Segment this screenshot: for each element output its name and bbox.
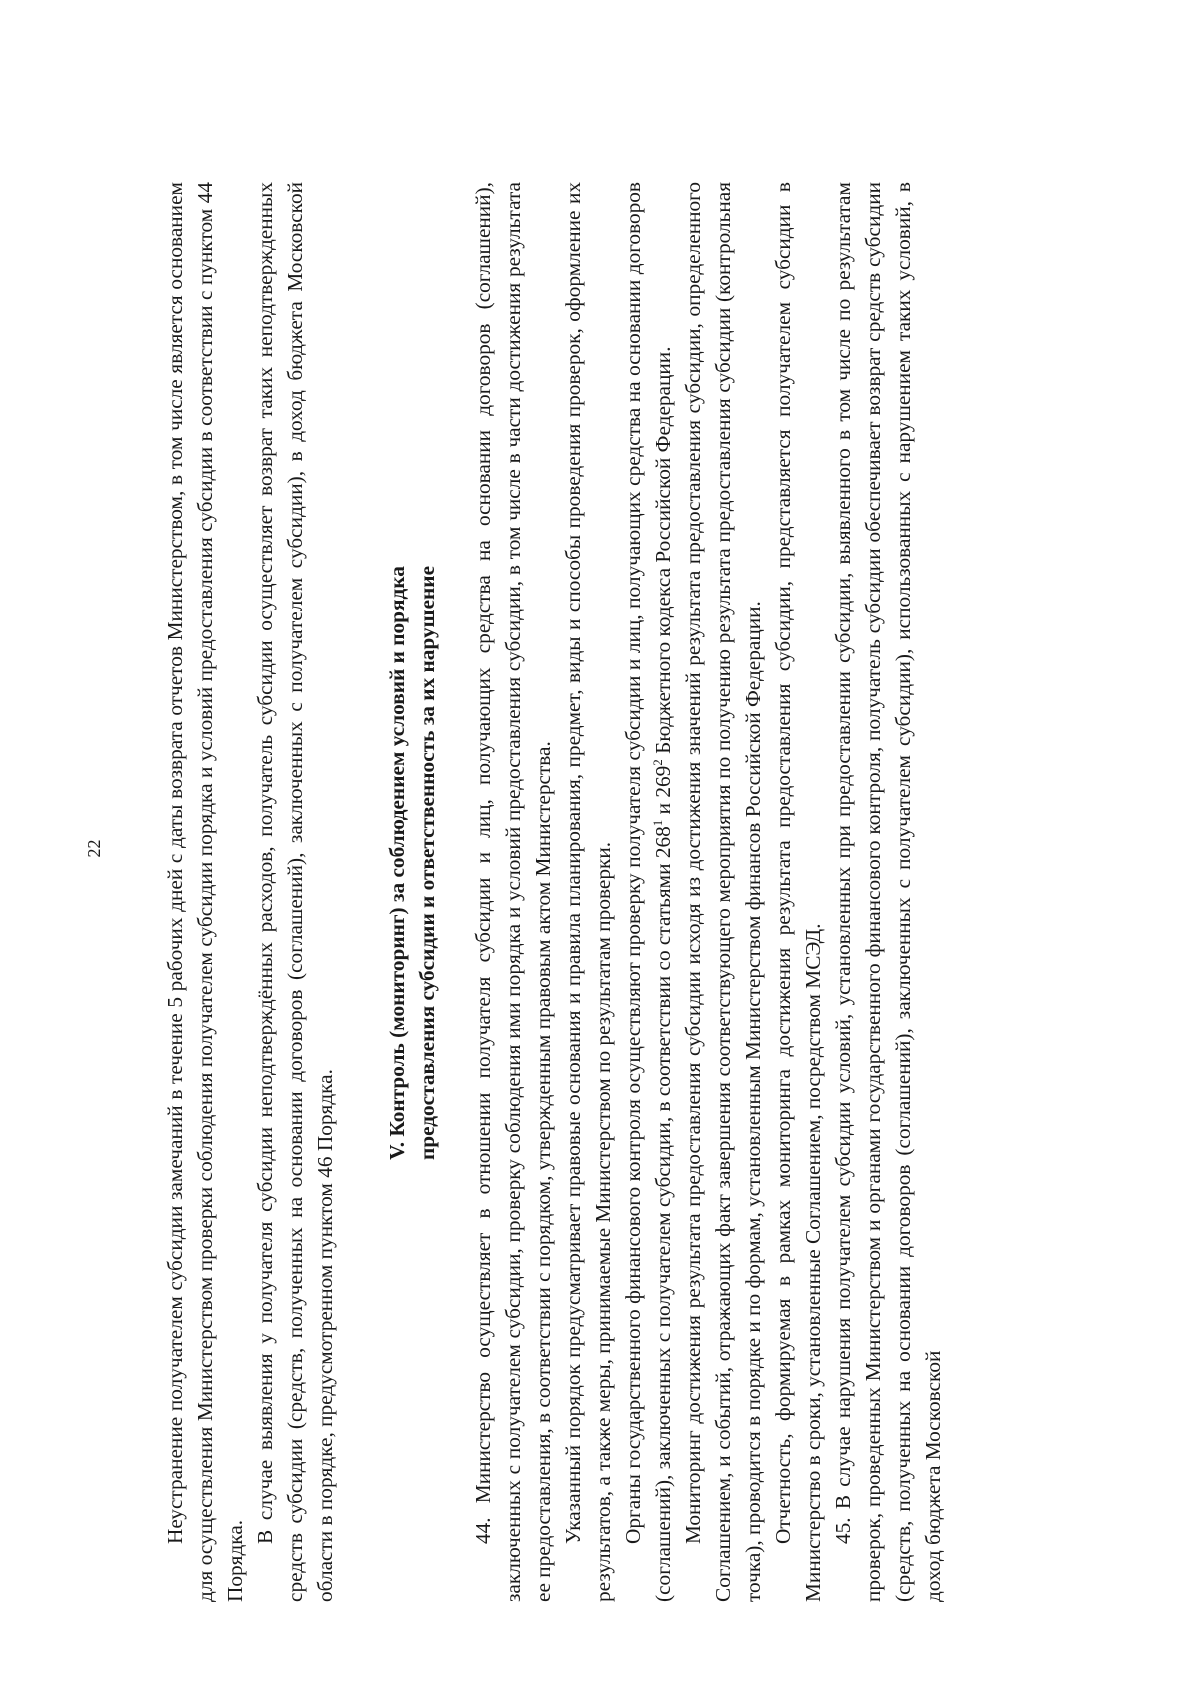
- section-heading: [382, 182, 442, 1602]
- paragraph-order: Указанный порядок предусматривает правовые основания и правила планирования, предмет, виды и способы проведения проверок, оформление их результатов, а также меры, принимаемые Министерством по результатам проверки.: [561, 182, 615, 1602]
- section-heading-line2: предоставления субсидии и ответственность за их нарушение: [415, 565, 439, 1161]
- document-body: [160, 182, 948, 1602]
- paragraph-45: 45. В случае нарушения получателем субсидии условий, установленных при предоставлении субсидии, выявленного в том числе по результатам проверок, проведенных Министерством и органами государственного финансового контроля, получатель субсидии обеспечивает возврат средств субсидии (средств, полученных на основании договоров (соглашений), заключенных с получателем субсидии), использованных с нарушением таких условий, в доход бюджета Московской: [831, 182, 945, 1602]
- paragraph-reporting: Отчетность, формируемая в рамках мониторинга достижения результата предоставления субсидии, представляется получателем субсидии в Министерство в сроки, установленные Соглашением, посредством МСЭД.: [771, 182, 825, 1602]
- paragraph-nonremedy: Неустранение получателем субсидии замечаний в течение 5 рабочих дней с даты возврата отчетов Министерством, в том числе является основанием для осуществления Министерством проверки соблюдения получателем субсидии порядка и условий предоставления субсидии в соответствии с пунктом 44 Порядка.: [163, 182, 247, 1602]
- section-heading-line1: V. Контроль (мониторинг) за соблюдением условий и порядка: [385, 566, 409, 1160]
- paragraph-monitoring: Мониторинг достижения результата предоставления субсидии исходя из достижения значений результата предоставления субсидии, определенного Соглашением, и событий, отражающих факт завершения соответствующего мероприятия по получению результата предоставления субсидии (контрольная точка), проводится в порядке и по формам, установленным Министерством финансов Российской Федерации.: [681, 182, 765, 1602]
- page-number: 22: [84, 839, 104, 858]
- paragraph-unconfirmed-expenses: В случае выявления у получателя субсидии неподтверждённых расходов, получатель субсидии осуществляет возврат таких неподтвержденных средств субсидии (средств, полученных на основании договоров (соглашений), заключенных с получателем субсидии), в доход бюджета Московской области в порядке, предусмотренном пунктом 46 Порядка.: [253, 182, 337, 1602]
- paragraph-44: 44. Министерство осуществляет в отношении получателя субсидии и лиц, получающих средства на основании договоров (соглашений), заключенных с получателем субсидии, проверку соблюдения ими порядка и условий предоставления субсидии, в том числе в части достижения результата ее предоставления, в соответствии с порядком, утвержденным правовым актом Министерства.: [471, 182, 555, 1602]
- paragraph-control-organs: Органы государственного финансового контроля осуществляют проверку получателя субсидии и лиц, получающих средства на основании договоров (соглашений), заключенных с получателем субсидии, в соответствии со статьями $268^1$ и $269^2$ Бюджетного кодекса Российской Федерации.: [621, 182, 675, 1602]
